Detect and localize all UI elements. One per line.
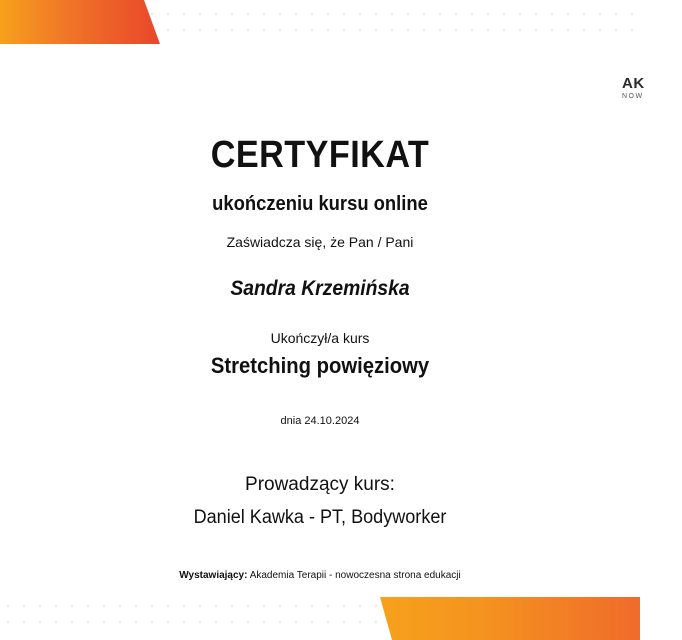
completion-date: dnia 24.10.2024 — [280, 415, 360, 427]
corner-decoration-top-left — [0, 0, 160, 44]
certificate-title: CERTYFIKAT — [210, 134, 430, 176]
course-name: Stretching powięziowy — [210, 353, 430, 378]
logo-main-text: AK — [622, 75, 645, 92]
instructor-name: Daniel Kawka - PT, Bodyworker — [193, 507, 447, 528]
academy-logo — [622, 76, 682, 101]
certificate-subtitle: ukończeniu kursu online — [212, 193, 428, 215]
issuer-value: Akademia Terapii - nowoczesna strona edukacji — [249, 570, 461, 581]
corner-decoration-bottom-right — [380, 597, 640, 640]
issuer-label: Wystawiający: — [179, 570, 248, 581]
logo-sub-text: NOW — [622, 93, 644, 100]
recipient-name: Sandra Krzemińska — [230, 277, 410, 300]
instructor-label: Prowadzący kurs: — [245, 474, 395, 495]
issuer-line — [0, 569, 640, 582]
attests-text: Zaświadcza się, że Pan / Pani — [226, 234, 414, 250]
completed-text: Ukończył/a kurs — [270, 330, 370, 346]
